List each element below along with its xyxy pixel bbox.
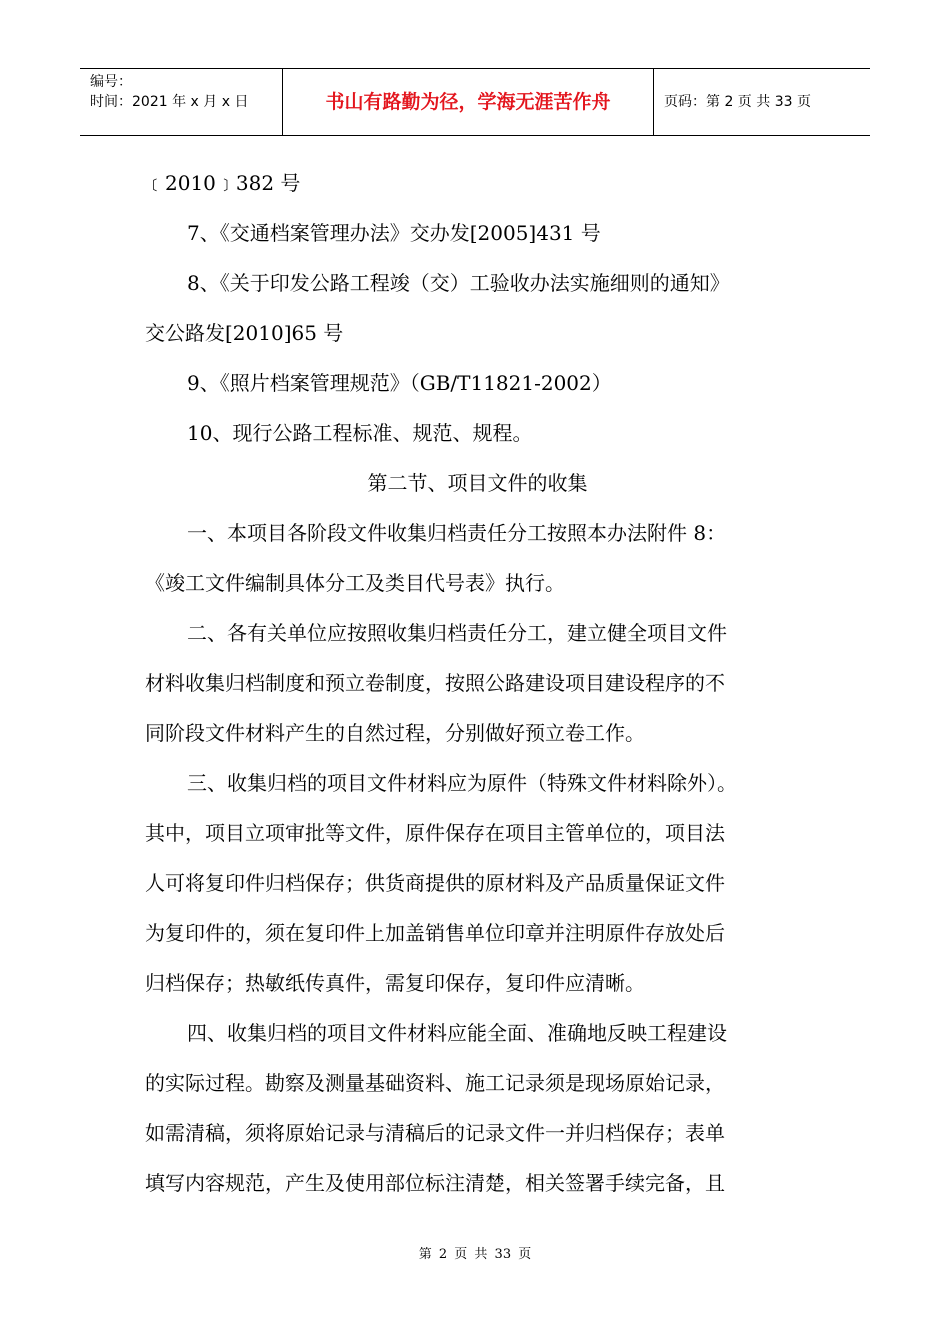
body-line: 的实际过程。勘察及测量基础资料、施工记录须是现场原始记录， — [145, 1071, 725, 1095]
body-line: 《竣工文件编制具体分工及类目代号表》执行。 — [145, 571, 565, 595]
body-line: 为复印件的，须在复印件上加盖销售单位印章并注明原件存放处后 — [145, 921, 725, 945]
page-footer: 第 2 页 共 33 页 — [418, 1247, 532, 1262]
document-number-label: 编号： — [90, 74, 132, 90]
body-line: 9、《照片档案管理规范》（GB/T11821-2002） — [187, 371, 612, 395]
body-line: 归档保存；热敏纸传真件，需复印保存，复印件应清晰。 — [145, 971, 645, 995]
body-line: 7、《交通档案管理办法》交办发[2005]431 号 — [187, 221, 601, 245]
body-line: 10、现行公路工程标准、规范、规程。 — [187, 421, 533, 445]
body-line: 交公路发[2010]65 号 — [145, 321, 344, 345]
body-line: 材料收集归档制度和预立卷制度，按照公路建设项目建设程序的不 — [145, 671, 725, 695]
body-line: 如需清稿，须将原始记录与清稿后的记录文件一并归档保存；表单 — [145, 1121, 725, 1145]
body-line: 三、收集归档的项目文件材料应为原件（特殊文件材料除外）。 — [187, 771, 737, 795]
body-line: 一、本项目各阶段文件收集归档责任分工按照本办法附件 8： — [187, 521, 727, 545]
body-line: 四、收集归档的项目文件材料应能全面、准确地反映工程建设 — [187, 1021, 727, 1045]
header-page-info: 页码：第 2 页 共 33 页 — [664, 94, 811, 110]
body-line: 同阶段文件材料产生的自然过程，分别做好预立卷工作。 — [145, 721, 645, 745]
body-line: 8、《关于印发公路工程竣（交）工验收办法实施细则的通知》 — [187, 271, 730, 295]
document-time-label: 时间：2021 年 x 月 x 日 — [90, 94, 249, 110]
body-line: ﹝2010﹞382 号 — [145, 171, 301, 195]
header-meta-cell — [80, 69, 283, 135]
body-line: 填写内容规范，产生及使用部位标注清楚，相关签署手续完备，且 — [145, 1171, 725, 1195]
page-header — [80, 68, 870, 136]
body-line: 二、各有关单位应按照收集归档责任分工，建立健全项目文件 — [187, 621, 727, 645]
body-line: 人可将复印件归档保存；供货商提供的原材料及产品质量保证文件 — [145, 871, 725, 895]
body-line: 其中，项目立项审批等文件，原件保存在项目主管单位的，项目法 — [145, 821, 725, 845]
section-heading: 第二节、项目文件的收集 — [367, 471, 588, 495]
header-motto: 书山有路勤为径，学海无涯苦作舟 — [283, 69, 654, 135]
document-body — [145, 158, 810, 1208]
